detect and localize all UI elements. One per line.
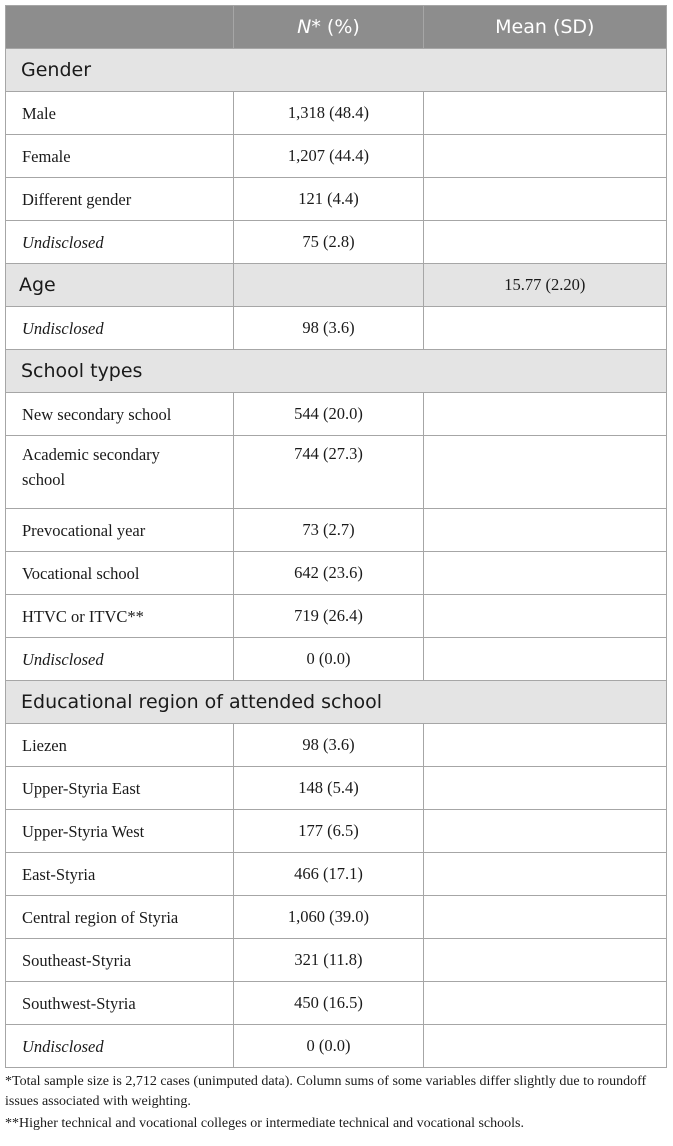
- table-row: [6, 896, 667, 939]
- table-row: [6, 436, 667, 509]
- row-mean-value: [423, 724, 666, 767]
- table-row: [6, 638, 667, 681]
- row-n-value: 73 (2.7): [234, 509, 423, 552]
- row-n-value: 1,207 (44.4): [234, 135, 423, 178]
- row-label: Undisclosed: [6, 307, 234, 350]
- row-mean-value: [423, 939, 666, 982]
- row-label: East-Styria: [6, 853, 234, 896]
- header-n-percent: [234, 6, 423, 49]
- header-mean-sd: Mean (SD): [423, 6, 666, 49]
- section-gender: [6, 49, 667, 92]
- footnote-htvc-itvc: **Higher technical and vocational colleges or intermediate technical and vocational schools.: [5, 1116, 524, 1131]
- row-label: Southwest-Styria: [6, 982, 234, 1025]
- row-n-value: 177 (6.5): [234, 810, 423, 853]
- table-row: [6, 1025, 667, 1068]
- row-n-value: 98 (3.6): [234, 307, 423, 350]
- table-row: [6, 135, 667, 178]
- table-row: [6, 552, 667, 595]
- table-row: [6, 307, 667, 350]
- row-n-value: 1,060 (39.0): [234, 896, 423, 939]
- row-mean-value: [423, 393, 666, 436]
- row-n-value: 466 (17.1): [234, 853, 423, 896]
- row-label: Male: [6, 92, 234, 135]
- table-header-row: [6, 6, 667, 49]
- row-n-value: 321 (11.8): [234, 939, 423, 982]
- row-mean-value: [423, 595, 666, 638]
- row-label: HTVC or ITVC**: [6, 595, 234, 638]
- header-blank-cell: [6, 6, 234, 49]
- table-row: [6, 221, 667, 264]
- table-row: [6, 982, 667, 1025]
- row-mean-value: [423, 92, 666, 135]
- footnote-total-sample: *Total sample size is 2,712 cases (unimputed data). Column sums of some variables differ slightly due to roundoff issues associated with weighting.: [5, 1074, 647, 1109]
- row-n-value: 75 (2.8): [234, 221, 423, 264]
- row-n-value: 450 (16.5): [234, 982, 423, 1025]
- row-mean-value: [423, 767, 666, 810]
- row-mean-value: [423, 436, 666, 509]
- row-mean-value: [423, 896, 666, 939]
- table-row: [6, 767, 667, 810]
- age-n-cell: [234, 264, 423, 307]
- row-mean-value: [423, 135, 666, 178]
- row-mean-value: [423, 552, 666, 595]
- row-n-value: 98 (3.6): [234, 724, 423, 767]
- row-mean-value: [423, 810, 666, 853]
- row-n-value: 719 (26.4): [234, 595, 423, 638]
- row-n-value: 744 (27.3): [234, 436, 423, 509]
- row-n-value: 0 (0.0): [234, 1025, 423, 1068]
- table-row: [6, 509, 667, 552]
- table-row: [6, 92, 667, 135]
- header-n-suffix: * (%): [311, 16, 360, 38]
- section-title: Age: [6, 264, 234, 307]
- row-label: Undisclosed: [6, 221, 234, 264]
- row-label: Undisclosed: [6, 638, 234, 681]
- table-row: [6, 178, 667, 221]
- row-label: Vocational school: [6, 552, 234, 595]
- table-row: [6, 939, 667, 982]
- row-label: Undisclosed: [6, 1025, 234, 1068]
- row-n-value: 0 (0.0): [234, 638, 423, 681]
- row-mean-value: [423, 853, 666, 896]
- row-mean-value: [423, 221, 666, 264]
- section-title: School types: [6, 350, 667, 393]
- row-mean-value: [423, 509, 666, 552]
- row-mean-value: [423, 982, 666, 1025]
- header-n-symbol: N: [297, 16, 312, 38]
- row-label: Central region of Styria: [6, 896, 234, 939]
- section-title: Gender: [6, 49, 667, 92]
- row-label: Southeast-Styria: [6, 939, 234, 982]
- row-label: Liezen: [6, 724, 234, 767]
- row-label: Female: [6, 135, 234, 178]
- section-school-types: [6, 350, 667, 393]
- table-row: [6, 810, 667, 853]
- row-n-value: 1,318 (48.4): [234, 92, 423, 135]
- row-label: Prevocational year: [6, 509, 234, 552]
- table-row: [6, 595, 667, 638]
- row-label: New secondary school: [6, 393, 234, 436]
- row-n-value: 121 (4.4): [234, 178, 423, 221]
- table-row: [6, 853, 667, 896]
- row-mean-value: [423, 1025, 666, 1068]
- row-mean-value: [423, 307, 666, 350]
- row-n-value: 642 (23.6): [234, 552, 423, 595]
- table-row: [6, 724, 667, 767]
- section-educational-region: [6, 681, 667, 724]
- section-age: [6, 264, 667, 307]
- row-mean-value: [423, 178, 666, 221]
- row-label: Different gender: [6, 178, 234, 221]
- table-row: [6, 393, 667, 436]
- row-n-value: 544 (20.0): [234, 393, 423, 436]
- row-label: Academic secondary school: [6, 436, 234, 509]
- row-label: Upper-Styria East: [6, 767, 234, 810]
- row-n-value: 148 (5.4): [234, 767, 423, 810]
- demographics-table: [5, 5, 667, 1068]
- row-label: Upper-Styria West: [6, 810, 234, 853]
- section-title: Educational region of attended school: [6, 681, 667, 724]
- row-mean-value: [423, 638, 666, 681]
- age-mean-value: 15.77 (2.20): [423, 264, 666, 307]
